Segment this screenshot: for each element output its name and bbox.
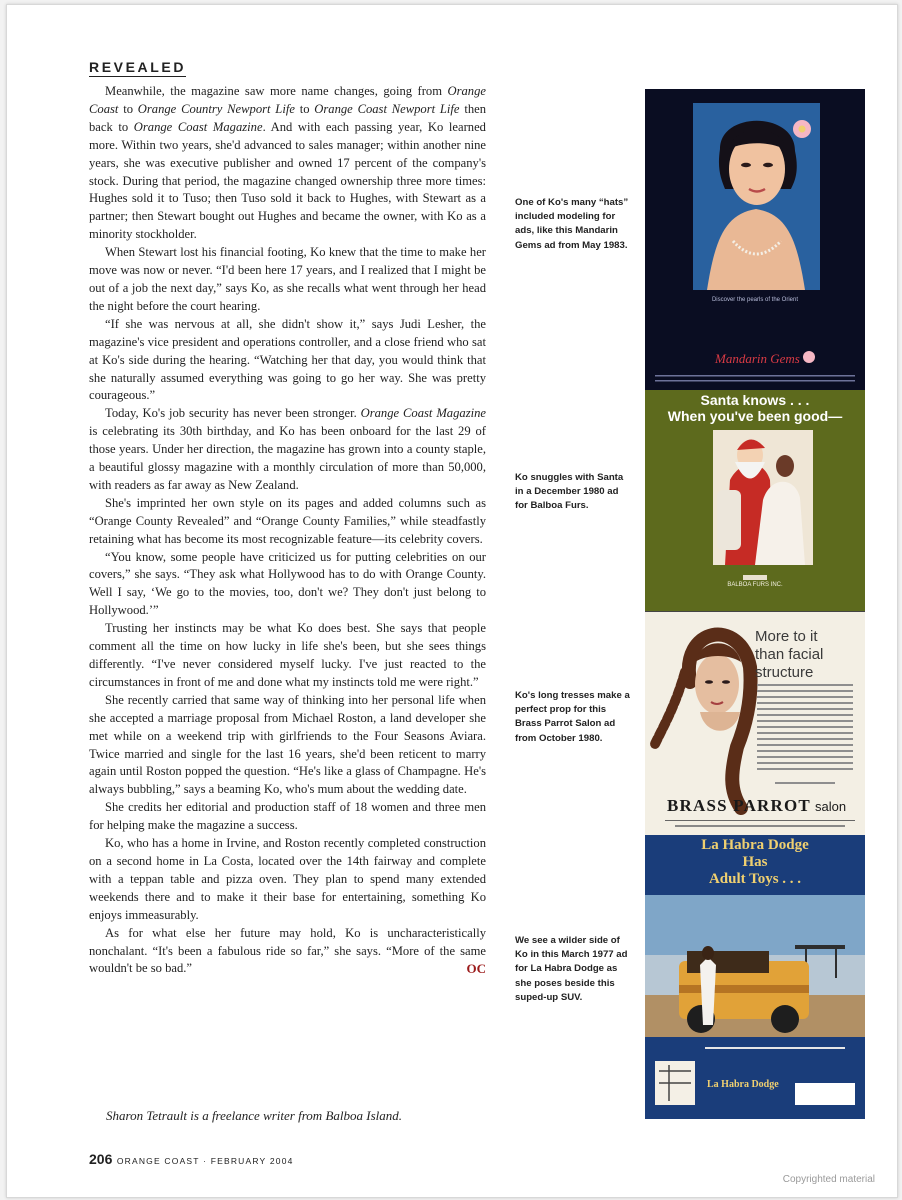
- italic-title: Orange Coast Magazine: [133, 119, 263, 134]
- article-paragraph: [89, 835, 486, 925]
- section-label: REVEALED: [89, 59, 187, 75]
- article-paragraph: [89, 495, 486, 549]
- text-run: is celebrating its 30th birthday, and Ko has been onboard for the last 29 of those years. Under her direction, the magazine has grown into a county staple, a beautiful glossy magazine with a monthly circulation of more than 50,000, with readers as far away as New Zealand.: [89, 424, 486, 492]
- brass-parrot-headline-1: More to it: [755, 628, 818, 645]
- balboa-headline-2: When you've been good—: [667, 408, 843, 424]
- mandarin-tagline: Discover the pearls of the Orient: [711, 297, 799, 303]
- caption-balboa-furs: Ko snuggles with Santa in a December 1980 ad for Balboa Furs.: [515, 472, 624, 512]
- text-run: to: [118, 101, 138, 116]
- article-paragraph: [89, 620, 486, 692]
- page-number: 206: [89, 1151, 113, 1167]
- text-run: then back to: [89, 101, 487, 134]
- publication-line: ORANGE COAST · FEBRUARY 2004: [116, 1156, 294, 1166]
- mandarin-model-photo: [645, 89, 865, 390]
- article-paragraph: [89, 925, 486, 979]
- article-paragraph: [89, 316, 486, 406]
- suv-photo: [645, 835, 865, 1119]
- author-bio: Sharon Tetrault is a freelance writer from Balboa Island.: [106, 1108, 402, 1123]
- article-paragraph: [89, 405, 486, 495]
- text-run: Meanwhile, the magazine saw more name changes, going from: [105, 84, 448, 98]
- caption-brass-parrot: Ko's long tresses make a perfect prop for this Brass Parrot Salon ad from October 1980.: [515, 690, 630, 744]
- text-run: to: [294, 101, 315, 116]
- ad-mandarin-gems: [645, 89, 865, 390]
- text-run: “You know, some people have criticized us for putting celebrities on our covers,” she says. “They ask what Hollywood has to do with Orange County. Well I say, ‘We go to the movies, too, don't we? They don't just belong to Hollywood.’”: [89, 549, 486, 618]
- text-run: Today, Ko's job security has never been stronger.: [105, 406, 361, 421]
- italic-title: Orange Coast Magazine: [360, 406, 486, 421]
- article-body: [89, 83, 486, 978]
- article-paragraph: [89, 799, 486, 835]
- italic-title: Orange Coast: [89, 84, 486, 116]
- text-run: When Stewart lost his financial footing, Ko knew that the time to make her move was now or never. “I'd been here 17 years, and I realized that I might be out of a job the next day,” says Ko, as she recalls what went through her head the night before the court hearing.: [89, 245, 486, 313]
- ad-la-habra-dodge: [645, 835, 865, 1119]
- text-run: “If she was nervous at all, she didn't show it,” says Judi Lesher, the magazine's vice president and operations controller, and a close friend who sat at Ko's side during the hearing. “Watching her that day, you would think that she naturally assumed everything was going to go her way. She was pretty courageous.”: [89, 316, 486, 403]
- text-run: Trusting her instincts may be what Ko does best. She says that people comment all the time on how lucky in life she's been, but she sees things differently. “I've never considered myself lucky. I've just reacted to the circumstances in front of me and done what my instincts told me were right.”: [89, 621, 486, 689]
- article-paragraph: [89, 83, 486, 244]
- balboa-headline-1: Santa knows . . .: [700, 392, 810, 408]
- brass-parrot-headline-3: structure: [755, 664, 814, 681]
- caption-la-habra-dodge: We see a wilder side of Ko in this March 1977 ad for La Habra Dodge as she poses beside this suped-up SUV.: [515, 935, 628, 1003]
- santa-photo: [645, 390, 865, 611]
- copyright-notice: Copyrighted material: [782, 1174, 875, 1185]
- folio: [89, 1151, 294, 1169]
- brass-parrot-brand-name: BRASS PARROT: [667, 796, 811, 815]
- text-run: As for what else her future may hold, Ko is uncharacteristically nonchalant. “It's been a fabulous ride so far,” she says. “More of the same wouldn't be so bad.”: [89, 925, 486, 976]
- brass-parrot-headline-2: than facial: [755, 646, 824, 663]
- italic-title: Orange Coast Newport Life: [314, 101, 460, 116]
- text-run: She recently carried that same way of thinking into her personal life when she accepted a marriage proposal from Michael Roston, a land developer she met while on a weekend trip with girlfriends to the Four Seasons Aviara. Twice married and single for the last 16 years, she'd been reticent to marry again until Roston popped the question. “He's like a glass of Champagne. He's always bubbling,” says a beaming Ko, who's mum about the wedding date.: [89, 692, 486, 797]
- magazine-page: [6, 4, 898, 1198]
- article-paragraph: [89, 549, 486, 621]
- balboa-company: BALBOA FURS INC.: [727, 582, 783, 588]
- la-habra-headline-2: Has: [742, 854, 768, 870]
- brass-parrot-brand-suffix: salon: [814, 799, 847, 814]
- text-run: Ko, who has a home in Irvine, and Roston recently completed construction on a second home in La Costa, located over the 14th fairway and complete with a teppan table and pizza oven. They plan to spend many extended weekends there and to make it their base for entertaining, something Ko enjoys immeasurably.: [89, 836, 486, 922]
- ad-balboa-furs: [645, 390, 865, 611]
- la-habra-dealer: La Habra Dodge: [707, 1079, 779, 1090]
- article-paragraph: [89, 692, 486, 799]
- la-habra-headline-1: La Habra Dodge: [701, 837, 809, 853]
- text-run: She's imprinted her own style on its pages and added columns such as “Orange County Revealed” and “Orange County Families,” while steadfastly retaining what has become its most recognizable feature—its celebrity covers.: [89, 495, 486, 546]
- text-run: . And with each passing year, Ko learned more. Within two years, she'd advanced to sales manager; within another nine years, she was executive publisher and owned 17 percent of the company's stock. During that period, the magazine changed ownership three more times: Hughes sold it to Tuso; then Tuso sold it back to Hughes, with Stewart as a partner; then Stewart bought out Hughes and became the owner, with Ko as a minority stockholder.: [89, 119, 486, 242]
- italic-title: Orange Country Newport Life: [137, 101, 295, 116]
- brass-parrot-brand: [667, 796, 846, 816]
- article-paragraph: [89, 244, 486, 316]
- text-run: She credits her editorial and production staff of 18 women and three men for helping make the magazine a success.: [89, 800, 486, 833]
- mandarin-brand: Mandarin Gems: [715, 351, 800, 366]
- caption-mandarin-gems: One of Ko's many “hats” included modeling for ads, like this Mandarin Gems ad from May 1983.: [515, 197, 629, 251]
- la-habra-headline-3: Adult Toys . . .: [708, 871, 802, 887]
- end-mark: OC: [466, 961, 486, 977]
- ad-brass-parrot: [645, 611, 865, 837]
